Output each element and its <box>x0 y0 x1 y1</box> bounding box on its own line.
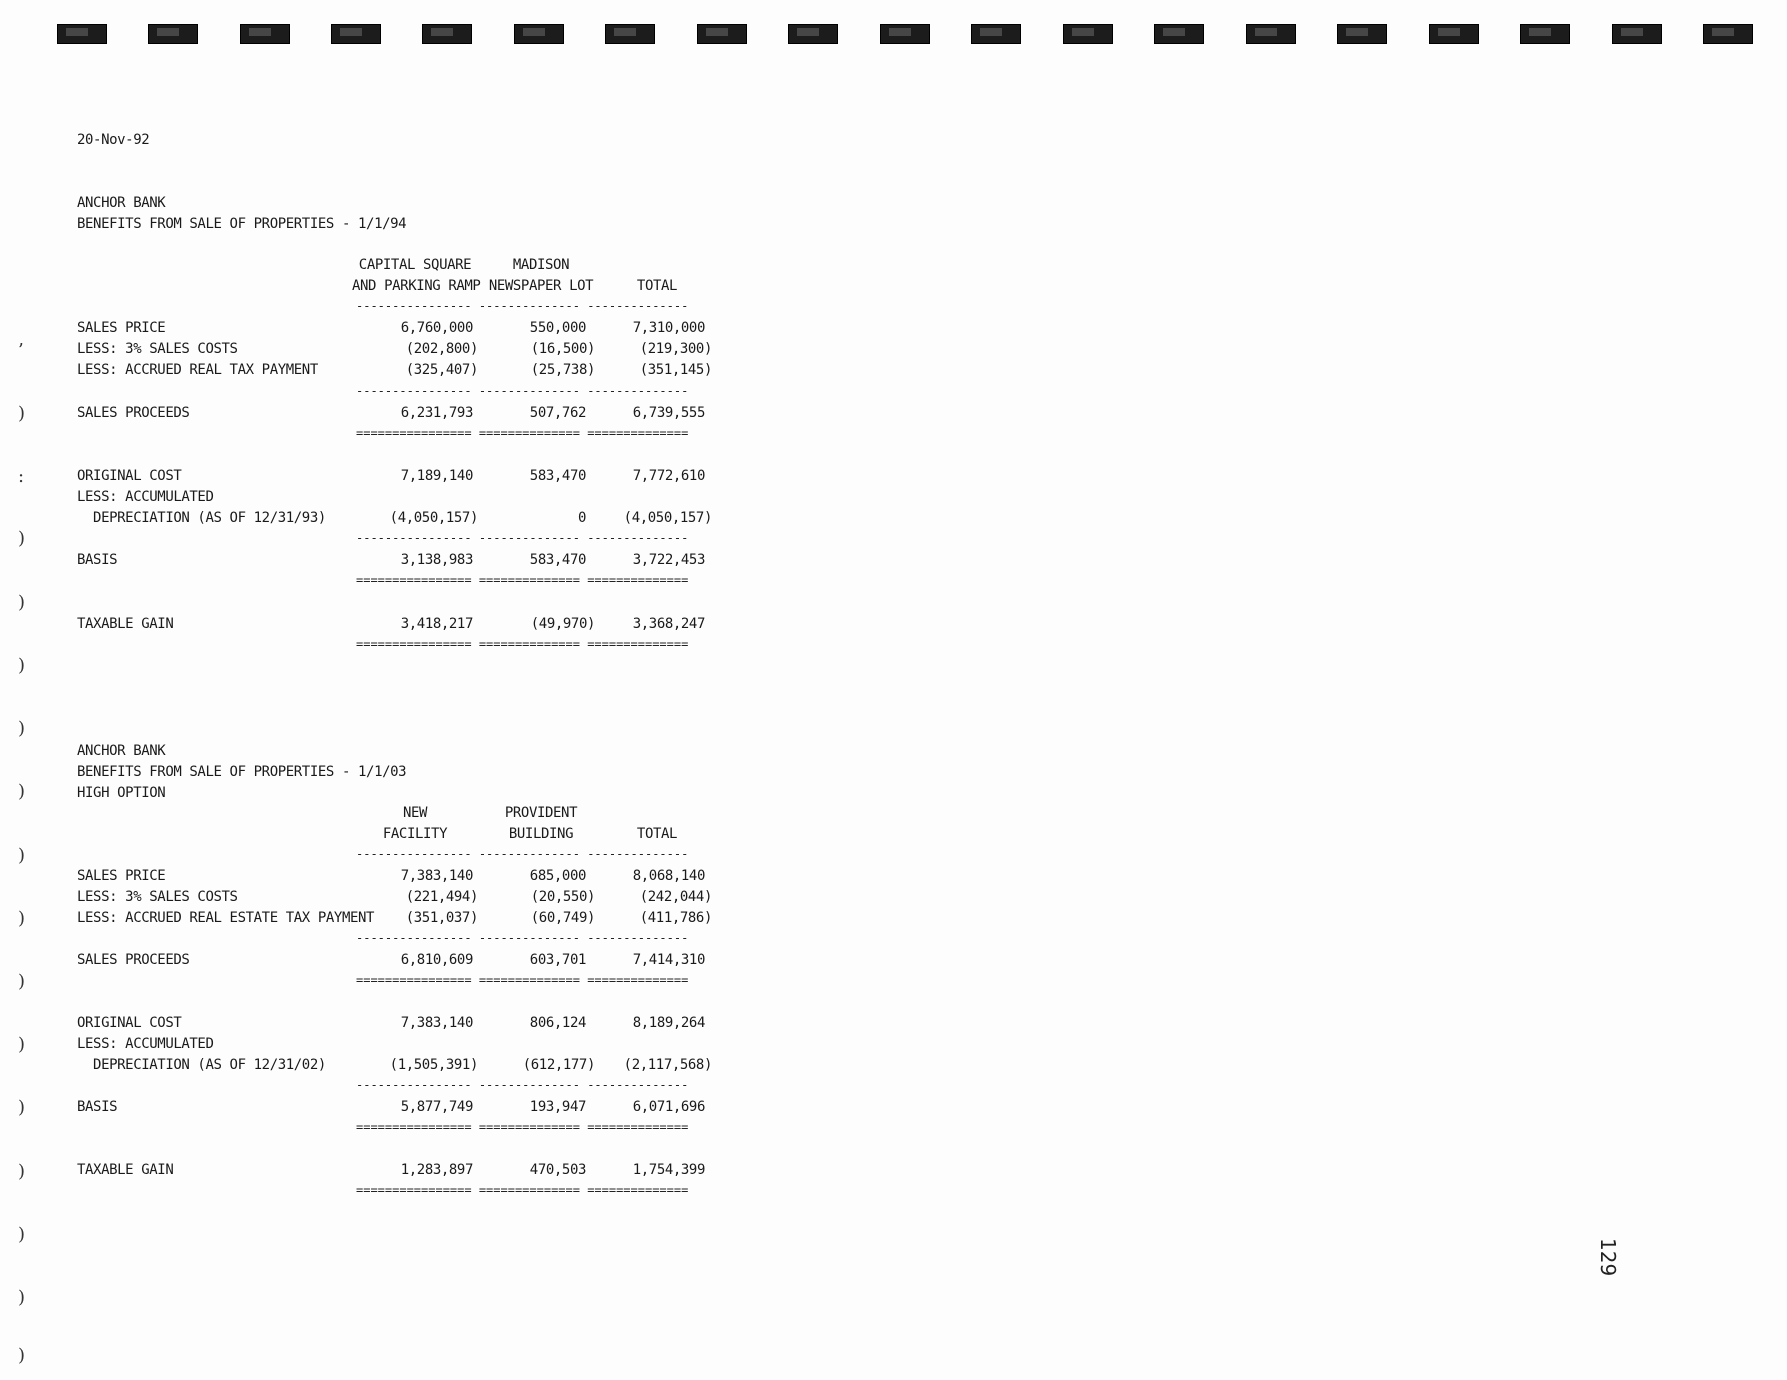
row-value-col2: 0 <box>577 510 586 526</box>
col-header-line: MADISON <box>512 257 570 273</box>
row-label: BASIS <box>77 1099 118 1115</box>
row-value-col2: (20,550) <box>530 889 595 905</box>
double-underline: ================ ============== ============== <box>356 1121 689 1133</box>
row-value-col3: 3,368,247 <box>632 616 705 632</box>
row-label: SALES PROCEEDS <box>77 405 190 421</box>
row-label: LESS: ACCUMULATED <box>77 489 214 505</box>
row-value-col3: (242,044) <box>639 889 712 905</box>
row-value-col1: 3,418,217 <box>400 616 473 632</box>
row-label: ORIGINAL COST <box>77 1015 182 1031</box>
binder-mark: ) <box>18 845 26 866</box>
row-value-col2: 685,000 <box>529 868 586 884</box>
col-header-line: NEW <box>402 805 428 821</box>
row-label: BASIS <box>77 552 118 568</box>
single-underline: ---------------- -------------- -------------- <box>356 1079 689 1091</box>
row-value-col2: (25,738) <box>530 362 595 378</box>
row-label: TAXABLE GAIN <box>77 616 174 632</box>
binder-mark: ) <box>18 403 26 424</box>
row-value-col3: (411,786) <box>639 910 712 926</box>
section2-bank-name: ANCHOR BANK <box>77 743 166 759</box>
col-header-line <box>602 255 712 276</box>
row-label: DEPRECIATION (AS OF 12/31/02) <box>77 1057 326 1073</box>
section1-col1-header <box>352 255 481 297</box>
row-value-col3: 7,310,000 <box>632 320 705 336</box>
row-value-col1: (351,037) <box>405 910 478 926</box>
row-label: SALES PRICE <box>77 868 166 884</box>
row-value-col1: 1,283,897 <box>400 1162 473 1178</box>
col-header-line: FACILITY <box>382 826 448 842</box>
row-value-col2: 583,470 <box>529 552 586 568</box>
perforation-hole <box>788 24 838 44</box>
row-label: SALES PRICE <box>77 320 166 336</box>
binder-mark: ) <box>18 1161 26 1182</box>
binder-mark: ) <box>18 1034 26 1055</box>
binder-mark: ) <box>18 908 26 929</box>
row-value-col3: 8,189,264 <box>632 1015 705 1031</box>
section1-bank-name: ANCHOR BANK <box>77 195 166 211</box>
double-underline: ================ ============== ============== <box>356 427 689 439</box>
binder-mark: ) <box>18 528 26 549</box>
row-value-col1: 5,877,749 <box>400 1099 473 1115</box>
row-value-col2: (612,177) <box>522 1057 595 1073</box>
binder-mark: ) <box>18 1224 26 1245</box>
col-header-line: CAPITAL SQUARE <box>358 257 472 273</box>
col-header-line: PROVIDENT <box>504 805 578 821</box>
perforation-hole <box>422 24 472 44</box>
section2-subtitle: HIGH OPTION <box>77 785 166 801</box>
section2-col1-header <box>352 803 478 845</box>
single-underline: ---------------- -------------- -------------- <box>356 385 689 397</box>
single-underline: ---------------- -------------- -------------- <box>356 848 689 860</box>
single-underline: ---------------- -------------- -------------- <box>356 300 689 312</box>
row-value-col2: 470,503 <box>529 1162 586 1178</box>
perforation-hole <box>1520 24 1570 44</box>
row-value-col3: (351,145) <box>639 362 712 378</box>
double-underline: ================ ============== ============== <box>356 638 689 650</box>
perforation-hole <box>331 24 381 44</box>
row-value-col1: 7,189,140 <box>400 468 473 484</box>
binder-mark: ) <box>18 592 26 613</box>
row-value-col1: 7,383,140 <box>400 1015 473 1031</box>
row-value-col1: 6,231,793 <box>400 405 473 421</box>
row-value-col3: (219,300) <box>639 341 712 357</box>
row-value-col2: 550,000 <box>529 320 586 336</box>
perforation-hole <box>1154 24 1204 44</box>
binder-mark: : <box>18 466 25 487</box>
row-label: LESS: ACCRUED REAL ESTATE TAX PAYMENT <box>77 910 375 926</box>
perforation-hole <box>1337 24 1387 44</box>
perforation-hole <box>148 24 198 44</box>
row-label: TAXABLE GAIN <box>77 1162 174 1178</box>
row-label: LESS: ACCRUED REAL TAX PAYMENT <box>77 362 318 378</box>
perforation-hole <box>697 24 747 44</box>
row-label: DEPRECIATION (AS OF 12/31/93) <box>77 510 326 526</box>
row-value-col1: (4,050,157) <box>389 510 478 526</box>
row-value-col2: 507,762 <box>529 405 586 421</box>
row-value-col2: (60,749) <box>530 910 595 926</box>
perforation-hole <box>1063 24 1113 44</box>
binder-mark: ) <box>18 655 26 676</box>
section2-title: BENEFITS FROM SALE OF PROPERTIES - 1/1/03 <box>77 764 407 780</box>
row-value-col3: 1,754,399 <box>632 1162 705 1178</box>
col-header-line: NEWSPAPER LOT <box>488 278 594 294</box>
perforation-hole <box>880 24 930 44</box>
double-underline: ================ ============== ============== <box>356 1184 689 1196</box>
row-label: ORIGINAL COST <box>77 468 182 484</box>
row-value-col3: 3,722,453 <box>632 552 705 568</box>
col-header-line <box>602 803 712 824</box>
report-date: 20-Nov-92 <box>77 132 150 148</box>
row-value-col1: (202,800) <box>405 341 478 357</box>
row-value-col1: (1,505,391) <box>389 1057 478 1073</box>
row-value-col2: 806,124 <box>529 1015 586 1031</box>
row-label: SALES PROCEEDS <box>77 952 190 968</box>
perforation-hole <box>1246 24 1296 44</box>
binder-mark: ) <box>18 1345 26 1366</box>
perforation-hole <box>514 24 564 44</box>
row-value-col2: (16,500) <box>530 341 595 357</box>
row-value-col2: 193,947 <box>529 1099 586 1115</box>
section1-col3-header <box>602 255 712 297</box>
single-underline: ---------------- -------------- -------------- <box>356 532 689 544</box>
row-value-col1: 3,138,983 <box>400 552 473 568</box>
col-header-line: TOTAL <box>636 826 678 842</box>
row-value-col3: 8,068,140 <box>632 868 705 884</box>
binder-mark: ) <box>18 1097 26 1118</box>
section1-title: BENEFITS FROM SALE OF PROPERTIES - 1/1/94 <box>77 216 407 232</box>
double-underline: ================ ============== ============== <box>356 574 689 586</box>
col-header-line: BUILDING <box>508 826 574 842</box>
perforation-strip <box>0 24 1787 44</box>
row-value-col3: (2,117,568) <box>623 1057 712 1073</box>
perforation-hole <box>1612 24 1662 44</box>
row-value-col1: 6,810,609 <box>400 952 473 968</box>
row-value-col1: (325,407) <box>405 362 478 378</box>
row-value-col3: 6,071,696 <box>632 1099 705 1115</box>
row-value-col2: 603,701 <box>529 952 586 968</box>
row-value-col2: (49,970) <box>530 616 595 632</box>
row-label: LESS: ACCUMULATED <box>77 1036 214 1052</box>
section2-col3-header <box>602 803 712 845</box>
row-value-col3: 6,739,555 <box>632 405 705 421</box>
binder-mark: ) <box>18 1287 26 1308</box>
perforation-hole <box>240 24 290 44</box>
binder-mark: ) <box>18 718 26 739</box>
double-underline: ================ ============== ============== <box>356 974 689 986</box>
row-value-col3: (4,050,157) <box>623 510 712 526</box>
page-number: 129 <box>1596 1238 1620 1277</box>
binder-mark: ’ <box>18 340 24 361</box>
row-value-col2: 583,470 <box>529 468 586 484</box>
row-label: LESS: 3% SALES COSTS <box>77 341 238 357</box>
row-value-col1: (221,494) <box>405 889 478 905</box>
perforation-hole <box>605 24 655 44</box>
row-value-col3: 7,772,610 <box>632 468 705 484</box>
single-underline: ---------------- -------------- -------------- <box>356 932 689 944</box>
perforation-hole <box>1429 24 1479 44</box>
perforation-hole <box>971 24 1021 44</box>
binder-mark: ) <box>18 781 26 802</box>
row-label: LESS: 3% SALES COSTS <box>77 889 238 905</box>
col-header-line: TOTAL <box>636 278 678 294</box>
row-value-col1: 6,760,000 <box>400 320 473 336</box>
binder-mark: ) <box>18 971 26 992</box>
perforation-hole <box>57 24 107 44</box>
row-value-col3: 7,414,310 <box>632 952 705 968</box>
col-header-line: AND PARKING RAMP <box>352 278 481 294</box>
section2-col2-header <box>486 803 596 845</box>
perforation-hole <box>1703 24 1753 44</box>
row-value-col1: 7,383,140 <box>400 868 473 884</box>
section1-col2-header <box>486 255 596 297</box>
